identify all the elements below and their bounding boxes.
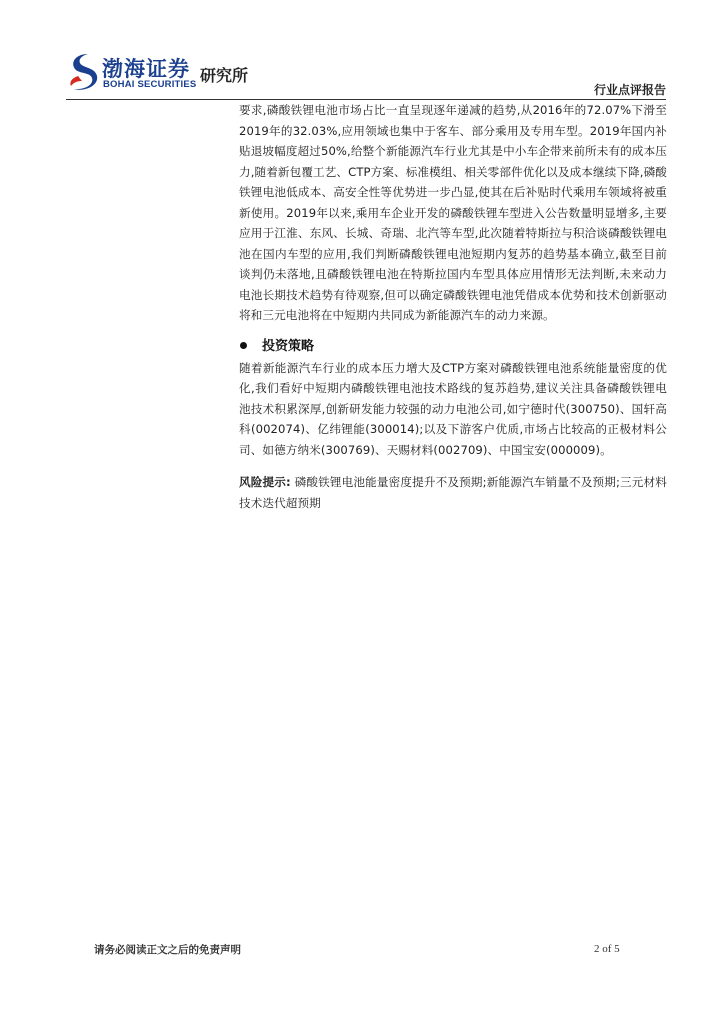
- risk-text: 磷酸铁锂电池能量密度提升不及预期;新能源汽车销量不及预期;三元材料技术迭代超预期: [239, 475, 667, 510]
- footer-disclaimer: 请务必阅读正文之后的免责声明: [94, 944, 241, 956]
- bullet-icon: [240, 342, 247, 349]
- risk-paragraph: [239, 472, 667, 513]
- page-header: [66, 52, 666, 104]
- strategy-heading: [239, 334, 667, 358]
- institute-name: 研究所: [200, 66, 249, 85]
- risk-label: 风险提示:: [239, 475, 291, 489]
- strategy-paragraph: 随着新能源汽车行业的成本压力增大及CTP方案对磷酸铁锂电池系统能量密度的优化,我们看好中短期内磷酸铁锂电池技术路线的复苏趋势,建议关注具备磷酸铁锂电池技术积累深厚,创新研发能力较强的动力电池公司,如宁德时代(300750)、国轩高科(002074)、亿纬锂能(300014);以及下游客户优质,市场占比较高的正极材料公司、如德方纳米(300769)、天赐材料(002709)、中国宝安(000009)。: [239, 360, 667, 457]
- main-content: [239, 100, 667, 513]
- page-number: 2 of 5: [594, 943, 620, 955]
- intro-paragraph: 要求,磷酸铁锂电池市场占比一直呈现逐年递减的趋势,从2016年的72.07%下滑至2019年的32.03%,应用领域也集中于客车、部分乘用及专用车型。2019年国内补贴退坡幅度超过50%,给整个新能源汽车行业尤其是中小车企带来前所未有的成本压力,随着新包覆工艺、CTP方案、标准模组、相关零部件优化以及成本继续下降,磷酸铁锂电池低成本、高安全性等优势进一步凸显,使其在后补贴时代乘用车领域将被重新使用。2019年以来,乘用车企业开发的磷酸铁锂车型进入公告数量明显增多,主要应用于江淮、东风、长城、奇瑞、北汽等车型,此次随着特斯拉与积洽谈磷酸铁锂电池在国内车型的应用,我们判断磷酸铁锂电池短期内复苏的趋势基本确立,截至目前谈判仍未落地,且磷酸铁锂电池在特斯拉国内车型具体应用情形无法判断,未来动力电池长期技术趋势有待观察,但可以确定磷酸铁锂电池凭借成本优势和技术创新驱动将和三元电池将在中短期内共同成为新能源汽车的动力来源。: [239, 103, 667, 322]
- bohai-logo-icon: [66, 52, 100, 92]
- report-type: 行业点评报告: [593, 83, 666, 97]
- logo-chinese-name: 渤海证券: [102, 56, 190, 81]
- logo-english-name: BOHAI SECURITIES: [103, 79, 197, 90]
- strategy-title: 投资策略: [262, 338, 315, 354]
